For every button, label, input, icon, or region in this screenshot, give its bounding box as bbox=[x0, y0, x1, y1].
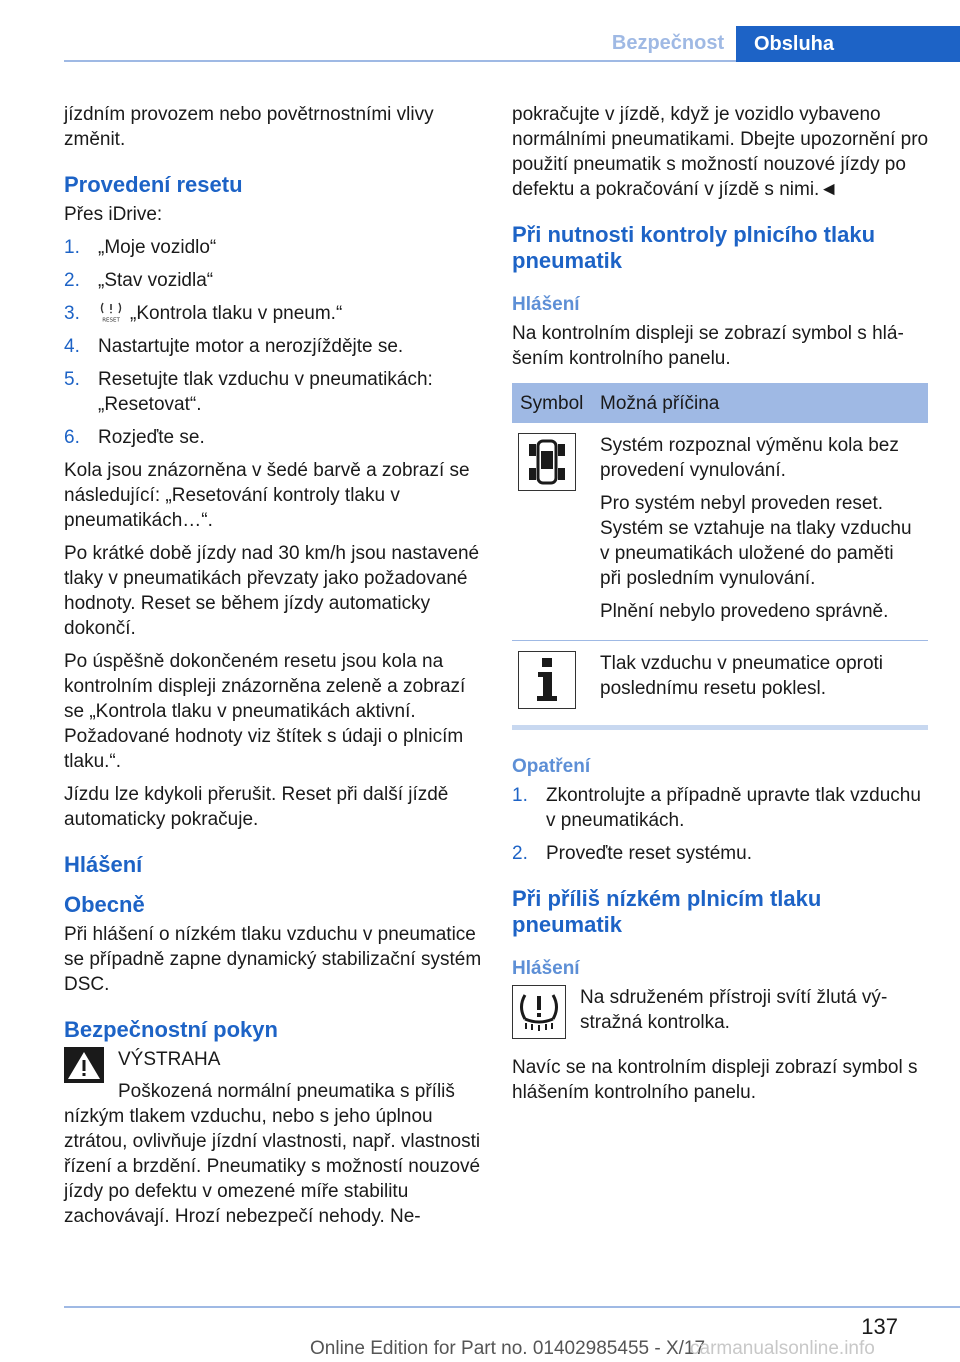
table-row: Systém rozpoznal výměnu kola bez provedení vynulování. Pro systém nebyl proveden reset. Systém se vztahuje na tlaky vzduchu v pneumatikách uložené do paměti při posledním vynulování. Plnění nebylo provedeno správně. bbox=[512, 423, 928, 641]
lamp-text: Na sdruženém přístroji svítí žlutá výstražná kontrolka. bbox=[580, 987, 888, 1033]
list-item: 3. RESET „Kontrola tlaku v pneum.“ bbox=[64, 303, 343, 324]
measures-heading: Opatření bbox=[512, 756, 591, 777]
messages-heading: Hlášení bbox=[64, 852, 143, 877]
warning-text: Poškozená normální pneumatika s příliš nízkým tlakem vzduchu, nebo s jeho úplnou ztrátou, ovlivňuje jízdní vlastnosti, např. vlastnosti řízení a brzdění. Pneumatiky s možností nouzové jízdy po defektu v omezené míře stabilitu zachovávají. Hrozí nebezpečí nehody. Ne- bbox=[64, 1081, 481, 1227]
list-item: 1. „Moje vozidlo“ bbox=[64, 237, 217, 258]
reset-para-2: Po krátké době jízdy nad 30 km/h jsou nastavené tlaky v pneumatikách převzaty jako požadované hodnoty. Reset se během jízdy automaticky dokončí. bbox=[64, 543, 480, 639]
continued-text: pokračujte v jízdě, když je vozidlo vybaveno normálními pneumatikami. Dbejte upozornění pro použití pneumatik s možností nouzové jízdy po defektu a pokračování v jízdě s nimi.◄ bbox=[512, 104, 929, 200]
info-icon bbox=[518, 651, 576, 709]
table-header-row bbox=[512, 383, 928, 423]
warning-block bbox=[64, 1047, 482, 1229]
message-text: Na kontrolním displeji se zobrazí symbol s hlášením kontrolního panelu. bbox=[512, 323, 904, 369]
via-idrive-text: Přes iDrive: bbox=[64, 204, 163, 225]
table-row: Tlak vzduchu v pneumatice oproti poslednímu resetu poklesl. bbox=[512, 641, 928, 726]
warning-triangle-icon bbox=[64, 1047, 104, 1083]
intro-text: jízdním provozem nebo povětrnostními vlivy změnit. bbox=[64, 104, 434, 150]
edition-text: Online Edition for Part no. 01402985455 - X/17 bbox=[310, 1338, 706, 1359]
car-wheels-icon bbox=[518, 433, 576, 491]
check-pressure-heading: Při nutnosti kontroly plnicího tlaku pneumatik bbox=[512, 222, 876, 273]
reset-heading: Provedení resetu bbox=[64, 172, 243, 197]
list-item: 2. „Stav vozidla“ bbox=[64, 270, 214, 291]
list-item: 1. Zkontrolujte a případně upravte tlak vzduchu v pneumatikách. bbox=[512, 785, 921, 831]
tire-reset-icon bbox=[98, 301, 124, 323]
safety-heading: Bezpečnostní pokyn bbox=[64, 1017, 278, 1042]
tab-bezpecnost[interactable]: Bezpečnost bbox=[611, 31, 725, 54]
page-number: 137 bbox=[861, 1314, 898, 1339]
list-item: 4. Nastartujte motor a nerozjíždějte se. bbox=[64, 336, 404, 357]
reset-para-4: Jízdu lze kdykoli přerušit. Reset při další jízdě automaticky pokračuje. bbox=[64, 784, 449, 830]
low-pressure-heading: Při příliš nízkém plnicím tlaku pneumatik bbox=[512, 886, 822, 937]
reset-steps-list bbox=[64, 235, 482, 450]
list-item: 6. Rozjeďte se. bbox=[64, 427, 205, 448]
final-text: Navíc se na kontrolním displeji zobrazí symbol s hlášením kontrolního panelu. bbox=[512, 1057, 918, 1103]
list-item: 5. Resetujte tlak vzduchu v pneumatikách: „Resetovat“. bbox=[64, 369, 433, 415]
symbol-table bbox=[512, 383, 928, 725]
reset-para-1: Kola jsou znázorněna v šedé barvě a zobrazí se následující: „Resetování kontroly tlaku v pneumatikách…“. bbox=[64, 460, 470, 531]
message-subheading: Hlášení bbox=[512, 294, 580, 315]
col-symbol-header: Symbol bbox=[512, 383, 592, 423]
svg-text:RESET: RESET bbox=[102, 317, 120, 323]
tire-warning-lamp-icon bbox=[512, 985, 566, 1039]
list-item: 2. Proveďte reset systému. bbox=[512, 843, 752, 864]
col-cause-header: Možná příčina bbox=[592, 383, 928, 423]
warning-title: VÝSTRAHA bbox=[118, 1049, 221, 1070]
low-message-subheading: Hlášení bbox=[512, 958, 580, 979]
reset-para-3: Po úspěšně dokončeném resetu jsou kola na kontrolním displeji znázorněna zeleně a zobrazí se „Kontrola tlaku v pneumatikách aktivní. Požadované hodnoty viz štítek s údaji o plnicím tlaku.“. bbox=[64, 651, 466, 772]
right-column bbox=[512, 102, 930, 1113]
general-heading: Obecně bbox=[64, 892, 145, 917]
warning-lamp-row bbox=[512, 985, 930, 1043]
measures-list bbox=[512, 783, 930, 866]
table-end-rule bbox=[512, 725, 928, 730]
footer-rule bbox=[64, 1306, 960, 1308]
watermark-text: carmanualsonline.info bbox=[690, 1338, 875, 1359]
left-column bbox=[64, 102, 482, 1237]
general-text: Při hlášení o nízkém tlaku vzduchu v pneumatice se případně zapne dynamický stabilizační systém DSC. bbox=[64, 924, 482, 995]
tab-obsluha[interactable]: Obsluha bbox=[736, 26, 960, 62]
